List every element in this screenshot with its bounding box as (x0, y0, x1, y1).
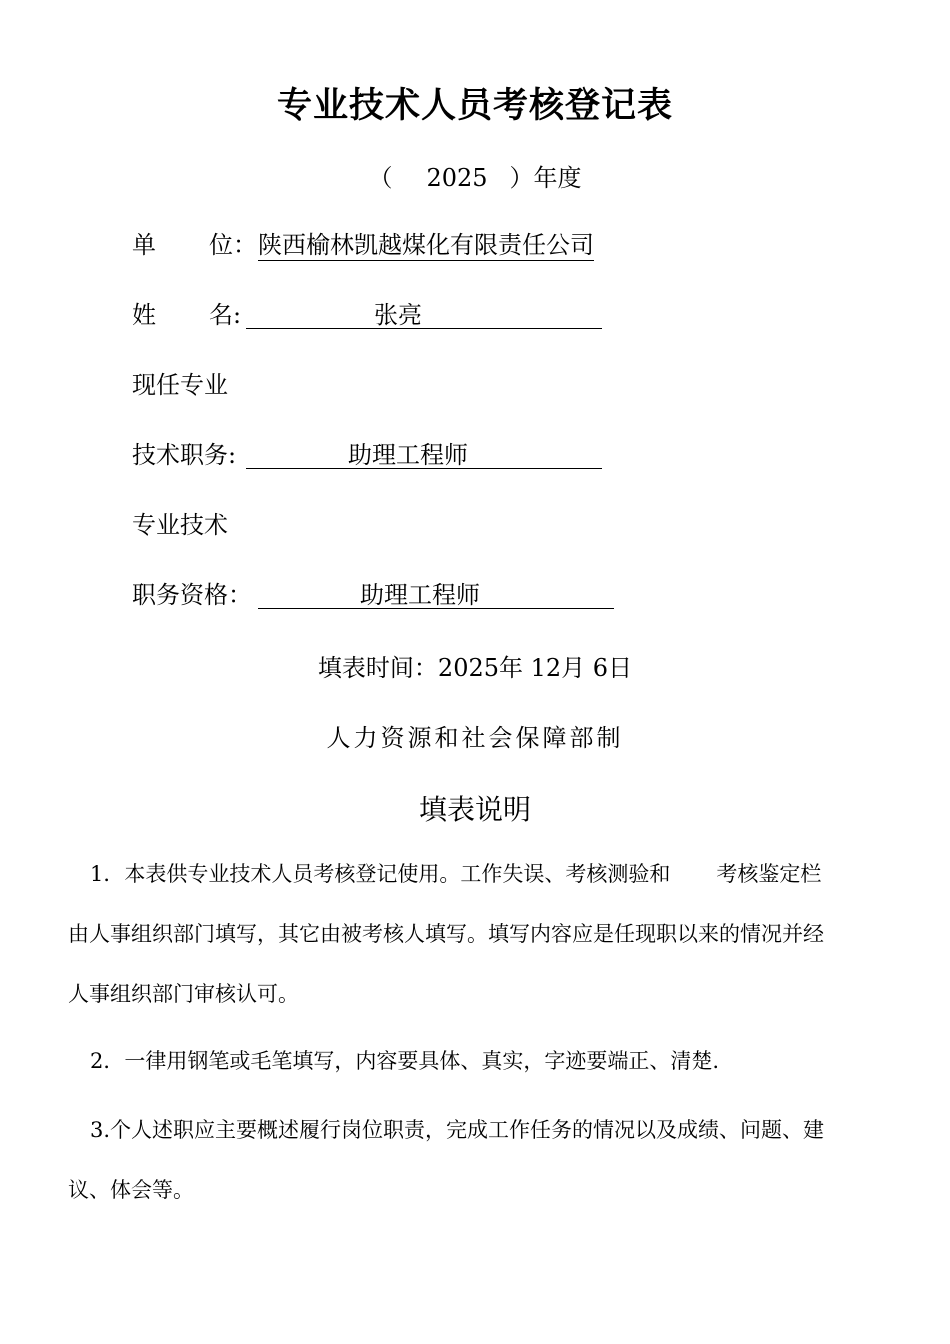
note-3-line-1: 3.个人述职应主要概述履行岗位职责，完成工作任务的情况以及成绩、问题、建 (90, 1118, 825, 1142)
note-1-line-3: 人事组织部门审核认可。 (68, 982, 299, 1006)
name-label: 姓 名: (132, 301, 242, 329)
current-specialty-label: 现任专业 (132, 371, 228, 399)
qualification-value: 助理工程师 (360, 581, 480, 609)
tech-position-field (132, 438, 602, 472)
form-title: 专业技术人员考核登记表 (276, 86, 673, 126)
tech-position-underline (246, 438, 602, 469)
specialty-tech-label: 专业技术 (132, 511, 228, 539)
tech-position-value: 助理工程师 (348, 441, 468, 469)
unit-value: 陕西榆林凯越煤化有限责任公司 (258, 231, 594, 259)
note-3-line-2: 议、体会等。 (68, 1178, 194, 1202)
note-2: 2．一律用钢笔或毛笔填写，内容要具体、真实，字迹要端正、清楚. (90, 1049, 720, 1073)
year-open-paren: （ (368, 164, 393, 192)
notes-title: 填表说明 (418, 793, 531, 826)
qualification-field (132, 578, 614, 612)
unit-field (132, 228, 594, 262)
note-1-line-2: 由人事组织部门填写，其它由被考核人填写。填写内容应是任现职以来的情况并经 (68, 922, 824, 946)
year-value: 2025 (426, 164, 488, 192)
note-1-line-1: 1．本表供专业技术人员考核登记使用。工作失误、考核测验和 考核鉴定栏 (90, 862, 822, 886)
qualification-label: 职务资格： (132, 581, 252, 609)
fill-date: 填表时间：2025年 12月 6日 (317, 654, 633, 682)
year-close-label: ）年度 (509, 164, 582, 192)
issuer: 人力资源和社会保障部制 (326, 724, 624, 752)
qualification-underline (258, 578, 614, 609)
name-field (132, 298, 602, 332)
name-underline (246, 298, 602, 329)
name-value: 张亮 (374, 301, 422, 329)
year-line (0, 158, 950, 193)
tech-position-label: 技术职务: (132, 441, 237, 469)
unit-label: 单 位： (132, 231, 257, 259)
